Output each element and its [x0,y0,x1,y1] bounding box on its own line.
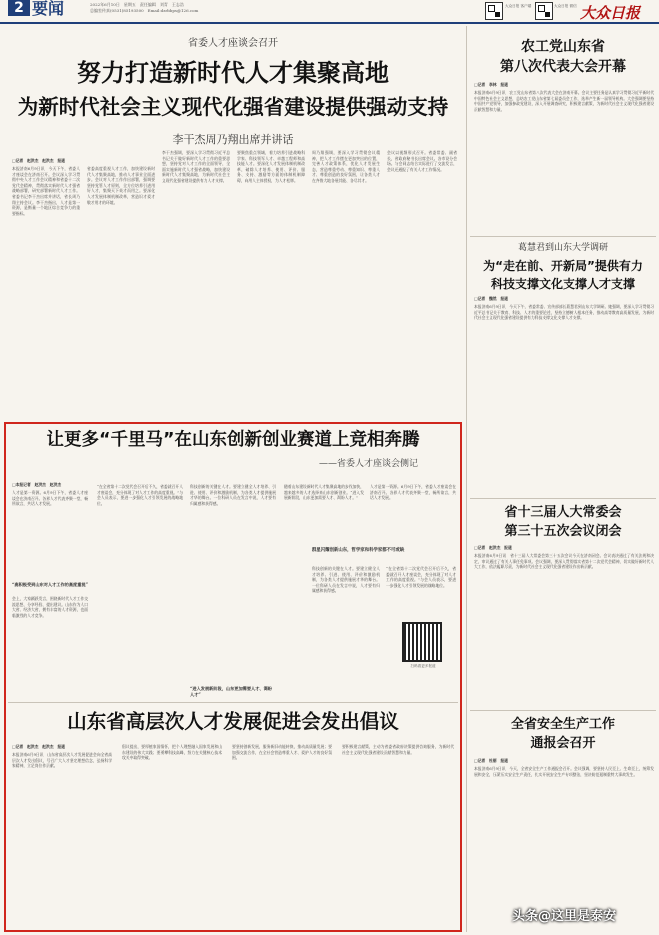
lead-body-col-5: 周乃翔强调，要深入学习贯彻会议精神，把人才工作摆在更加突出的位置，完善人才政策体系，优化人才发展生态，营造尊重劳动、尊重知识、尊重人才、尊重创造的良好氛围，让各类人才在齐鲁大地各展其能、各尽其才。 [312,150,380,183]
feature-body-col-3: 科技创新的关键在人才。要建立健全人才培养、引进、使用、评价和激励机制，为各类人才提供施展才华的舞台。一位科研人员在发言中说，人才要有归属感和获得感。 [190,484,276,506]
lead-body-col-2: 省委高度重视人才工作，加快建设新时代人才集聚高地，推动人才事业全面进步。会议对人才工作作出部署，强调要坚持党管人才原则，全方位培养引进用好人才，集聚天下英才而用之。要深化人才发展体制机制改革，营造识才爱才敬才用才的环境。 [87,166,155,205]
qr-code-icon [535,2,553,20]
right-bottom-headline-1: 全省安全生产工作 [510,717,615,732]
lead-body-col-4: 要聚焦重点领域，着力培养引进战略科学家、科技领军人才、卓越工程师和高技能人才。要深化人才发展体制机制改革，破除人才培养、使用、评价、服务、支持、激励等方面的体制机制障碍，向用人主体授权，为人才松绑。 [237,150,305,183]
right-lower-body: 本报济南6月9日讯 省十三届人大常委会第三十五次会议今天在济南闭会。会议表决通过了有关法规和决定，审议通过了有关人事任免事项。会议强调，要深入贯彻落实省第十二次党代会精神，切实做好新时代人大工作，依法履职尽责，为新时代社会主义现代化强省建设作出新贡献。 [474,553,654,570]
lead-headline-1: 努力打造新时代人才集聚高地 [77,59,389,87]
feature-body-col-1: 人才是第一资源。6月9日下午，省委人才座谈会在济南召开。各界人才代表齐聚一堂，畅所欲言，共话人才发展。 [12,490,88,507]
qr-caption: 扫码看更多报道 [410,664,436,668]
masthead-info-line1: 2022年6月10日 星期五 责任编辑 刘青 王志浩 [90,2,184,7]
feature-subhead-1: “高积极受到山东对人才工作的高度重视” [12,582,89,587]
masthead-info [90,2,280,13]
feature-headline: 让更多“千里马”在山东创新创业赛道上竞相奔腾 [46,430,420,450]
divider [470,498,656,499]
feature-byline: □本报记者 赵洪杰 赵洪杰 [12,482,62,487]
qr2-label: 大众日报 微信 [554,4,577,8]
lead-byline: □记者 赵洪杰 赵洪杰 报道 [12,158,65,163]
masthead-rule [0,22,659,24]
page-number: 2 [8,0,30,16]
section-title: 要闻 [32,0,65,18]
feature-body-col-6: 科技创新的关键在人才。要建立健全人才培养、引进、使用、评价和激励机制，为各类人才提供施展才华的舞台。一位科研人员在发言中说，人才要有归属感和获得感。 [312,566,380,594]
feature-body-col-7: “在全省第十二次党代会召开后不久，省委就召开人才座谈会，充分体现了对人才工作的高度重视。”与会人员表示，要进一步强化人才引领发展的战略地位。 [386,566,456,588]
right-bottom-headline-2: 通报会召开 [530,736,596,751]
right-bottom-byline: □记者 杜丽 报道 [474,758,508,763]
right-top-byline: □记者 李林 报道 [474,82,508,87]
right-lower-headline-1: 省十三届人大常委会 [504,505,622,520]
bottom-body-col-3: 要坚持创新发展，服务新旧动能转换，推动高质量发展；要加强交流合作，在全社会营造尊重人才、爱护人才的良好氛围。 [232,744,332,761]
feature-body-col-5: 人才是第一资源。6月9日下午，省委人才座谈会在济南召开。各界人才代表齐聚一堂，畅所欲言，共话人才发展。 [370,484,456,501]
masthead-info-line2: 总编室传真(0531)85193500 Email:dzrbbps@126.com [90,7,199,13]
right-top-headline-2: 第八次代表大会开幕 [500,59,626,75]
lead-body-col-3: 李干杰强调，要深入学习贯彻习近平总书记关于做好新时代人才工作的重要思想，坚持党对人才工作的全面领导，全面实施新时代人才强省战略，加快建设新时代人才集聚高地，为新时代社会主义现代化强省建设提供有力人才支撑。 [162,150,230,183]
bottom-body-col-2: 倡议提出，要厚植家国情怀，把个人理想融入国家发展和山东建设的伟大实践；要勇攀科技高峰，努力在关键核心技术攻关中取得突破。 [122,744,222,761]
feature-subhead: ——省委人才座谈会侧记 [318,459,418,469]
right-mid-headline-1: 为“走在前、开新局”提供有力 [483,259,643,273]
qr-code-icon[interactable] [402,622,442,662]
right-mid-kicker: 葛慧君到山东大学调研 [517,243,608,253]
right-mid-body: 本报济南6月9日讯 今天下午，省委常委、宣传部部长葛慧君到山东大学调研。她强调，要深入学习贯彻习近平总书记关于教育、科技、人才的重要论述，坚持立德树人根本任务，推动高等教育高质量发展，为新时代社会主义现代化强省建设提供有力科技支撑文化支撑人才支撑。 [474,304,654,321]
right-top-headline-1: 农工党山东省 [521,39,605,55]
newspaper-logo: 大众日报 [580,4,641,22]
bottom-byline: □记者 赵洪杰 赵洪杰 报道 [12,744,65,749]
qr-code-icon [485,2,503,20]
bottom-body-col-1: 本报济南6月9日讯 山东省高层次人才发展促进会向全省高层次人才发出倡议，号召广大人才坚定理想信念，弘扬科学家精神，立足岗位作贡献。 [12,752,112,769]
bottom-headline: 山东省高层次人才发展促进会发出倡议 [67,710,399,733]
qr1-label: 大众日报 客户端 [505,4,532,8]
column-divider [466,26,467,932]
divider [470,236,656,237]
feature-body-col-1b: 会上，大家踊跃发言，围绕新时代人才工作交流思想、分享经验、提出建议。山东作为人口大省、经济大省，拥有丰富的人才资源，也面临激烈的人才竞争。 [12,596,88,618]
lead-headline-2: 为新时代社会主义现代化强省建设提供强动支持 [17,95,449,119]
bottom-body-col-4: 要积极建言献策，主动为省委省政府决策提供咨询服务，为新时代社会主义现代化强省建设贡献智慧和力量。 [342,744,454,755]
right-mid-headline-2: 科技支撑文化支撑人才支撑 [490,277,635,291]
divider [8,702,458,703]
lead-subhead: 李干杰周乃翔出席并讲话 [172,133,294,146]
feature-subhead-3: “进入发展新阶段，山东更加需要人才、渴盼人才” [190,686,272,697]
lead-body-col-1: 本报济南6月9日讯 今天下午，省委人才座谈会在济南召开。会议深入学习贯彻中央人才工作会议精神和省委十二次党代会精神，贯彻落实新时代人才强省战略部署，研究部署新时代人才工作。省委书记李干杰出席并讲话，省长周乃翔主持会议。李干杰指出，人才是第一资源，是衡量一个地区综合竞争力的重要指标。 [12,166,80,216]
right-lower-headline-2: 第三十五次会议闭会 [504,524,622,539]
right-mid-byline: □记者 魏然 报道 [474,296,508,301]
lead-kicker: 省委人才座谈会召开 [188,38,278,49]
lead-body-col-6: 会议以视频形式召开。省委常委、副省长，省政府秘书长出席会议。各市设分会场。与会同志结合实际进行了交流发言，会议还通报了有关人才工作情况。 [387,150,457,172]
divider [470,710,656,711]
feature-body-col-4: 随着山东建设新时代人才集聚高地的步伐加快，越来越多的人才选择来山东创新创业。“进入发展新阶段，山东更加需要人才、渴盼人才。” [284,484,364,501]
feature-body-col-2: “在全省第十二次党代会召开后不久，省委就召开人才座谈会，充分体现了对人才工作的高度重视。”与会人员表示，要进一步强化人才引领发展的战略地位。 [97,484,183,506]
right-bottom-body: 本报济南6月9日讯 今天，全省安全生产工作通报会召开。会议强调，要坚持人民至上、生命至上，统筹发展和安全，压紧压实安全生产责任，扎实开展安全生产专项整治，坚决防范遏制重特大事故发生。 [474,766,654,777]
feature-subhead-2: 群星闪耀创新山东，哲学家和科学家都不可或缺 [312,548,405,553]
right-lower-byline: □记者 赵洪杰 报道 [474,545,512,550]
watermark: 头条@这里是泰安 [512,909,617,924]
right-top-body: 本报济南6月9日讯 农工党山东省第八次代表大会在济南开幕。会议主要任务是认真学习贯彻习近平新时代中国特色社会主义思想，总结农工党山东省第七届委员会工作，选举产生新一届领导机构。大会强调要坚持中国共产党领导，加强参政党建设，深入开展调查研究，积极建言献策，为新时代社会主义现代化强省建设贡献智慧和力量。 [474,90,654,112]
